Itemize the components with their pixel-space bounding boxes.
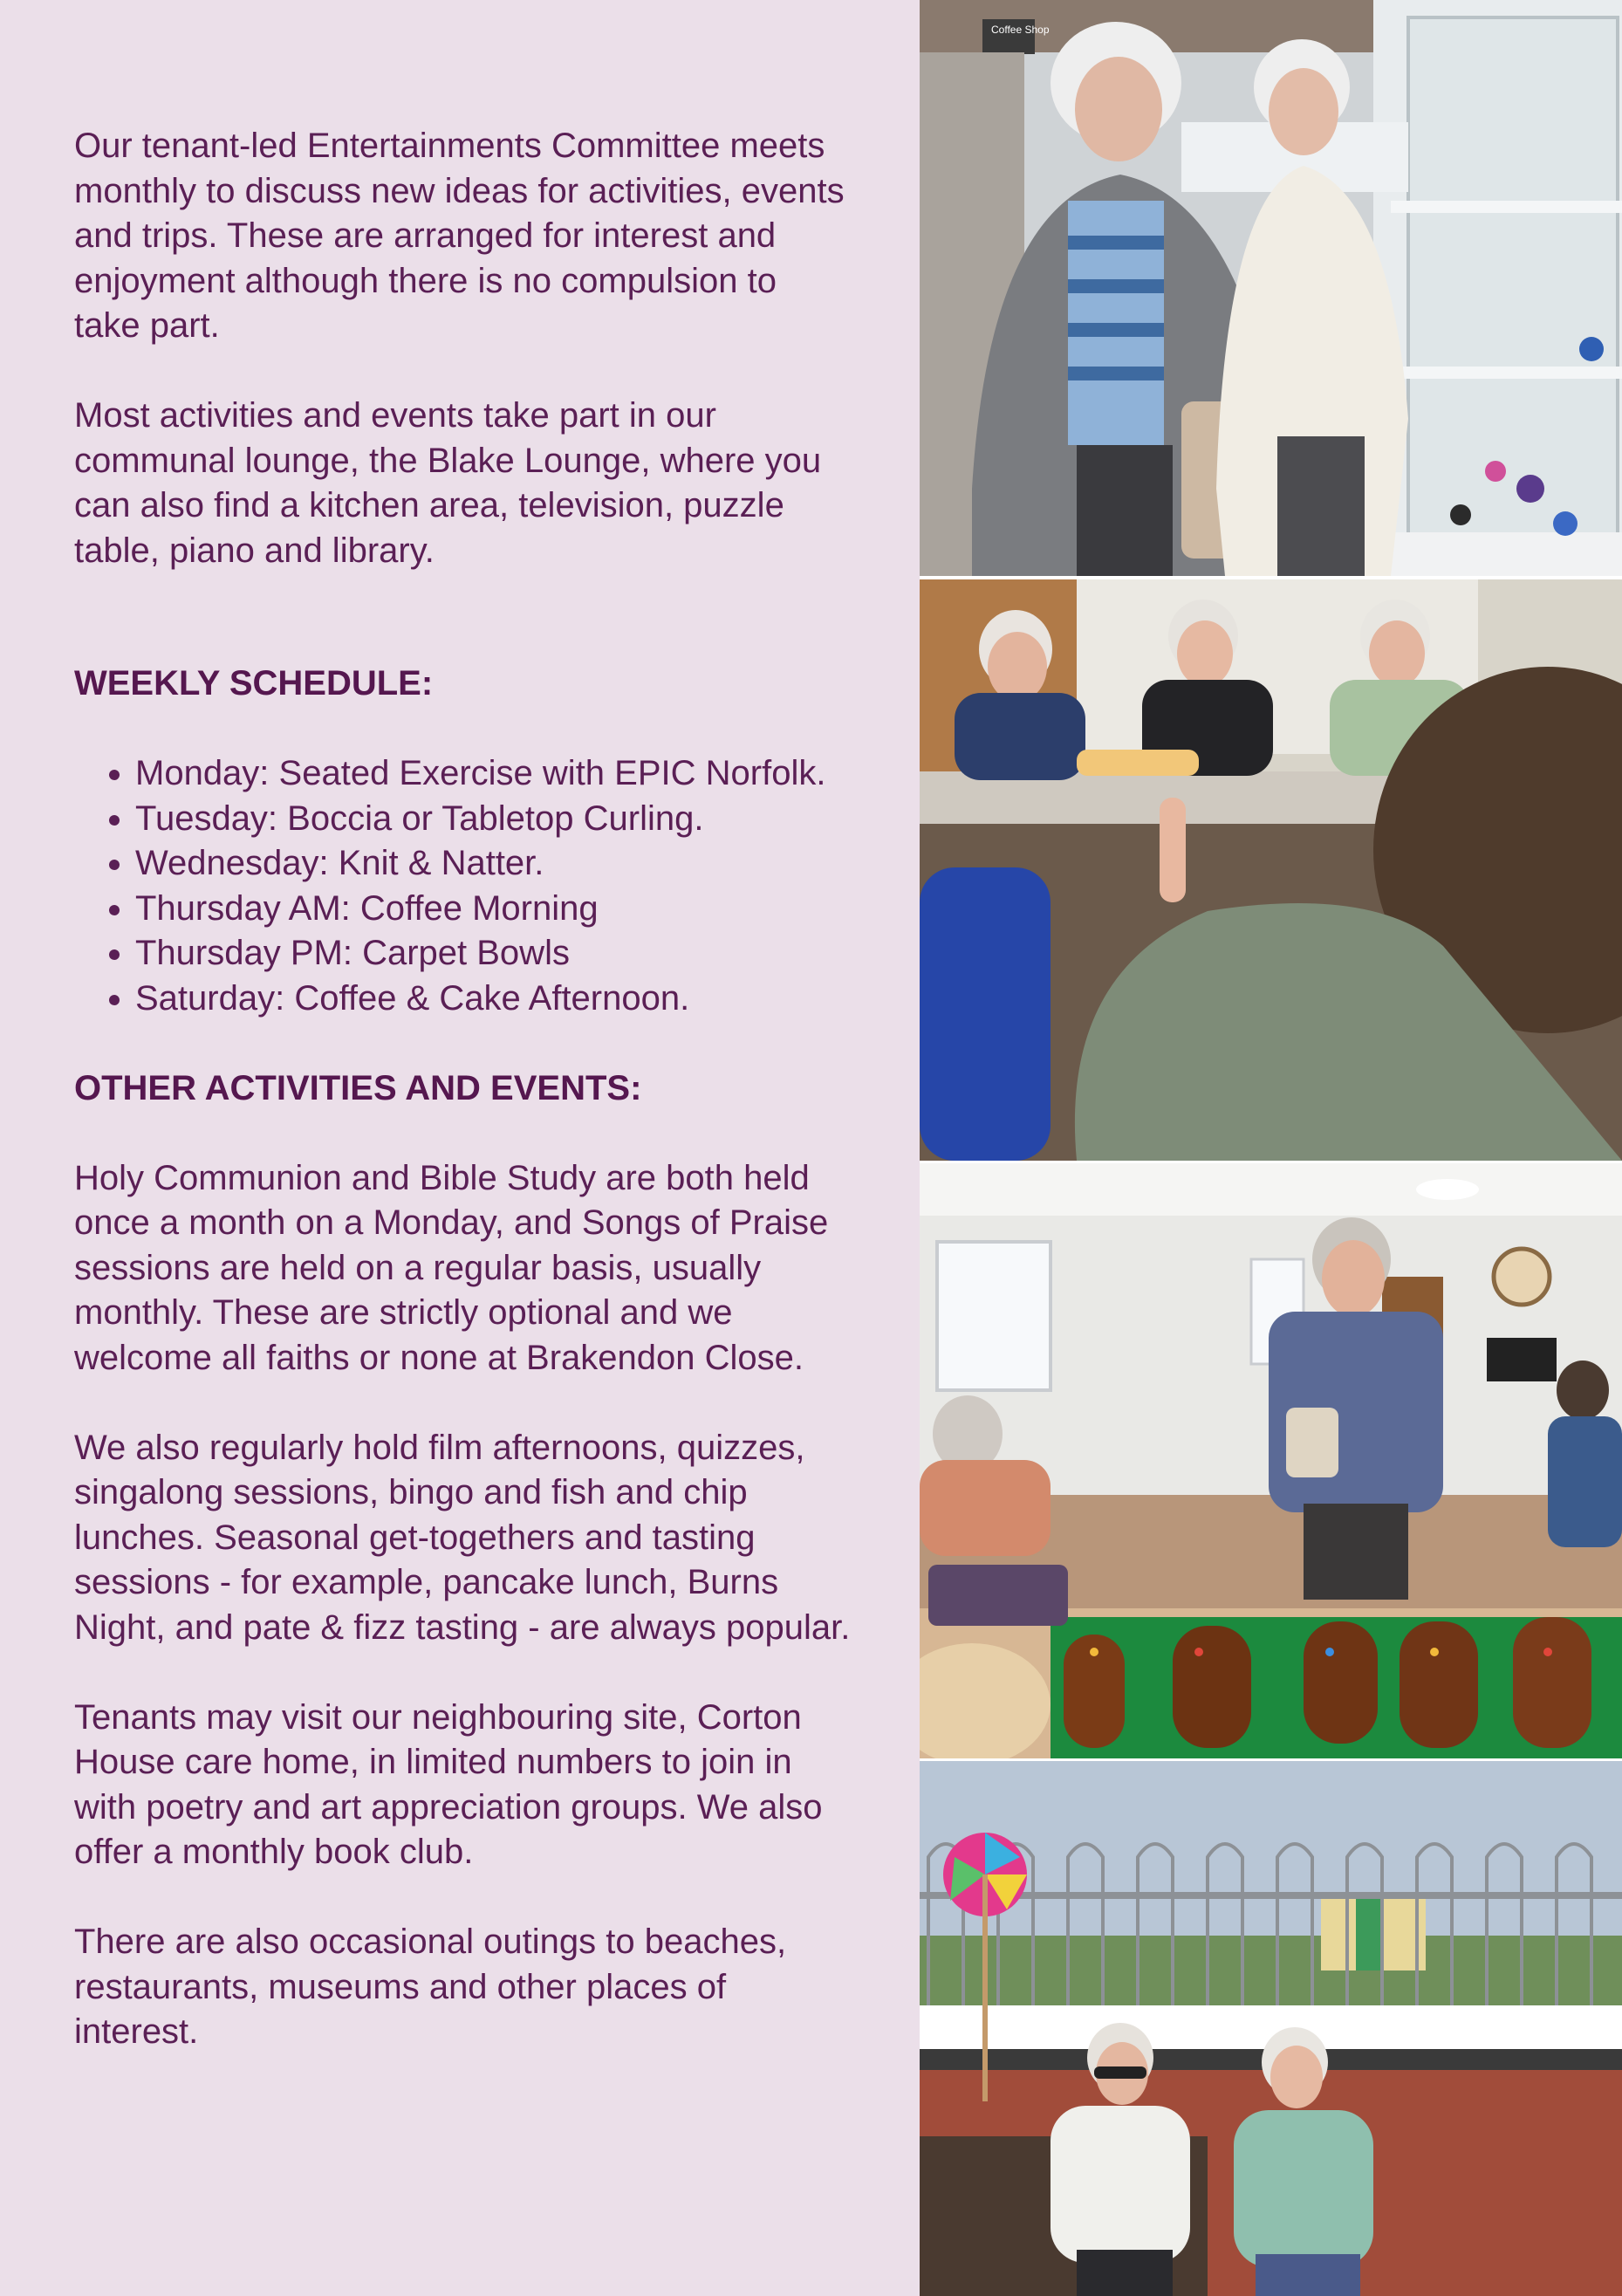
- other-activities-heading: OTHER ACTIVITIES AND EVENTS:: [74, 1068, 642, 1107]
- weekly-schedule-list: [74, 751, 851, 1021]
- schedule-item-thursday-pm: • Thursday PM: Carpet Bowls: [135, 931, 851, 977]
- other-paragraph-worship: Holy Communion and Bible Study are both held once a month on a Monday, and Songs of Praise sessions are held on a regular basis, usually monthly. These are strictly optional and we welcome all faiths or none at Brakendon Close.: [74, 1158, 829, 1377]
- photo-shop-visit: [920, 0, 1622, 576]
- photo-seafront-bench: [920, 1761, 1622, 2296]
- text-column: [74, 124, 851, 2100]
- intro-paragraph-1: Our tenant-led Entertainments Committee meets monthly to discuss new ideas for activities, events and trips. These are arranged for interest and enjoyment although there is no compulsion to take part.: [74, 127, 845, 345]
- photo-column: [920, 0, 1622, 2296]
- photo-thumbs-up-table: [920, 579, 1622, 1161]
- schedule-item-monday: • Monday: Seated Exercise with EPIC Norfolk.: [135, 751, 851, 797]
- other-paragraph-outings: There are also occasional outings to beaches, restaurants, museums and other places of interest.: [74, 1922, 787, 2051]
- coffee-shop-sign: Coffee Shop: [991, 24, 1050, 36]
- schedule-item-tuesday: • Tuesday: Boccia or Tabletop Curling.: [135, 797, 851, 842]
- schedule-item-wednesday: • Wednesday: Knit & Natter.: [135, 841, 851, 887]
- intro-paragraph-2: Most activities and events take part in our communal lounge, the Blake Lounge, where you can also find a kitchen area, television, puzzle table, piano and library.: [74, 396, 822, 570]
- schedule-item-thursday-am: • Thursday AM: Coffee Morning: [135, 887, 851, 932]
- weekly-schedule-heading: WEEKLY SCHEDULE:: [74, 664, 434, 703]
- photo-cake-lounge: [920, 1163, 1622, 1758]
- other-paragraph-social: We also regularly hold film afternoons, quizzes, singalong sessions, bingo and fish and chip lunches. Seasonal get-togethers and tasting sessions - for example, pancake lunch, Burns Night, and pate & fizz tasting - are always popular.: [74, 1428, 851, 1647]
- schedule-item-saturday: • Saturday: Coffee & Cake Afternoon.: [135, 977, 851, 1022]
- other-paragraph-corton-house: Tenants may visit our neighbouring site, Corton House care home, in limited numbers to join in with poetry and art appreciation groups. We also offer a monthly book club.: [74, 1697, 823, 1871]
